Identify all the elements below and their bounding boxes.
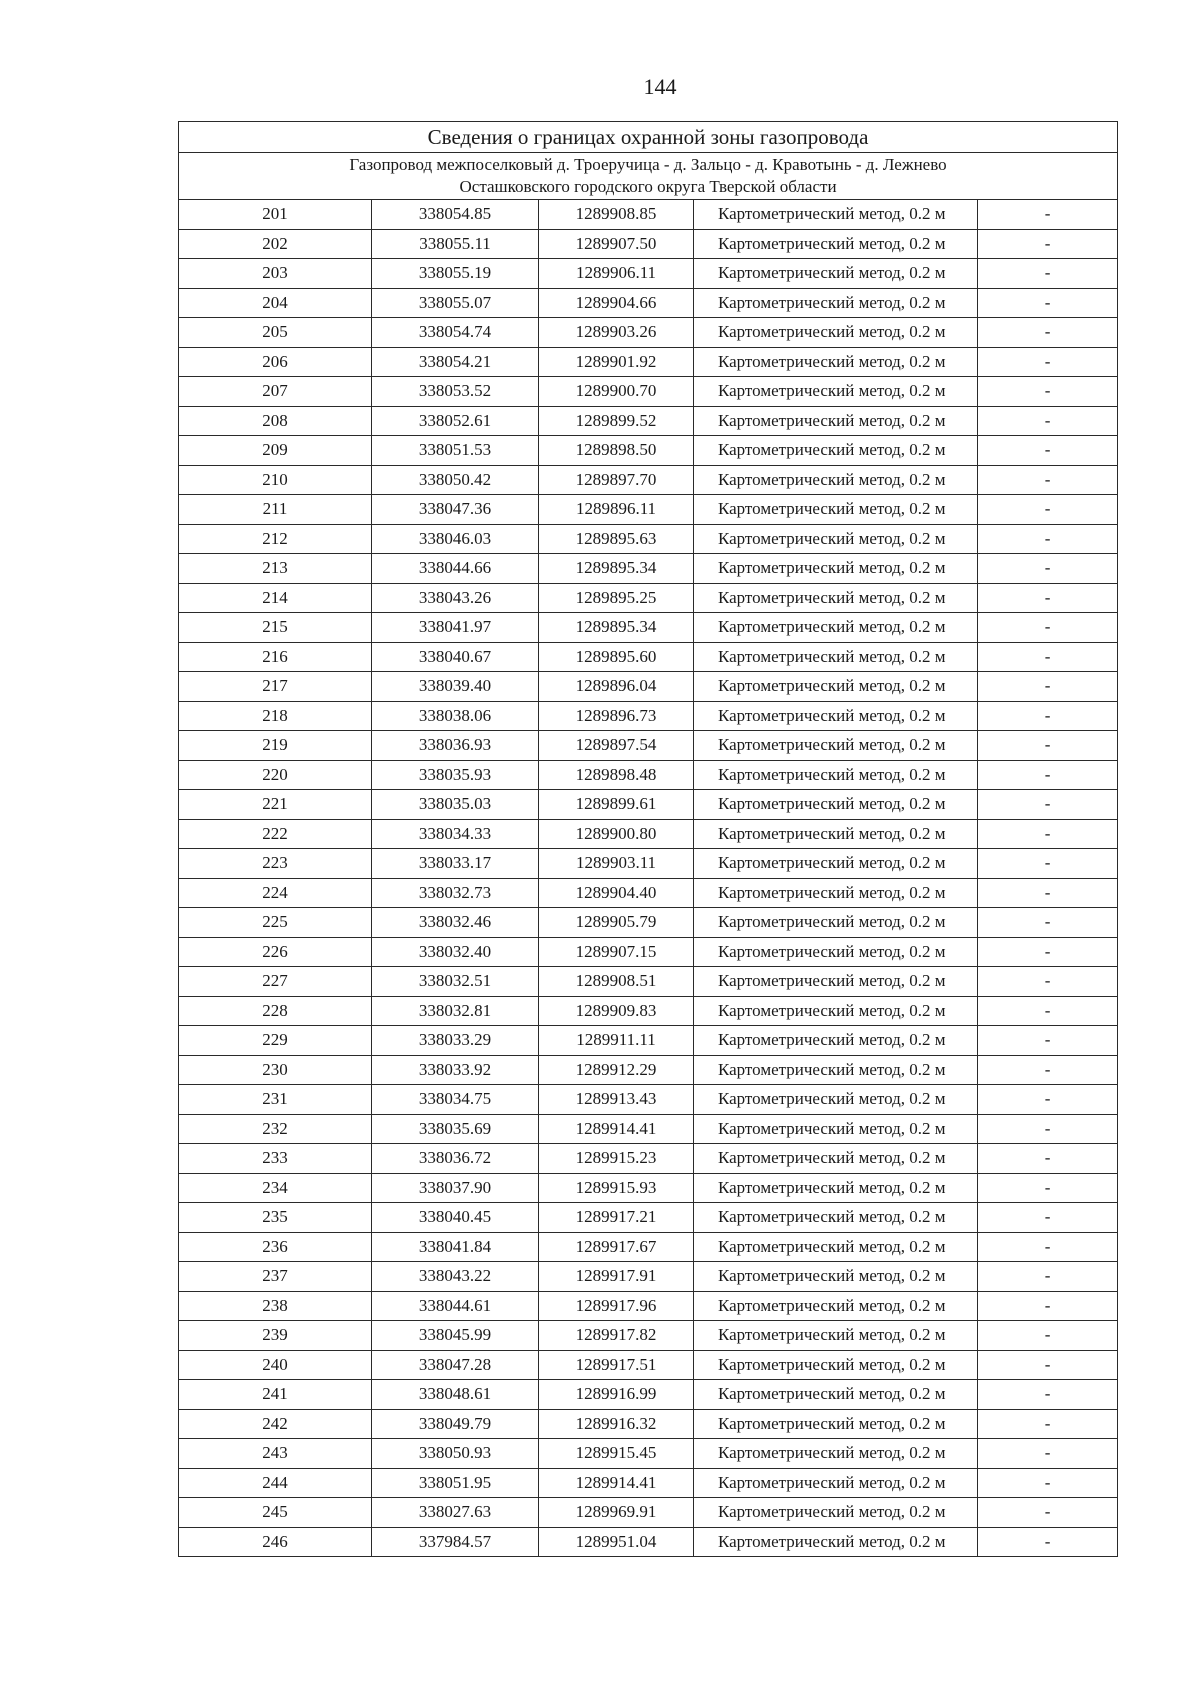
method-cell: Картометрический метод, 0.2 м [694,996,978,1026]
table-row [179,937,1118,967]
x-coordinate-cell: 338044.66 [372,554,539,584]
x-coordinate-cell: 338047.28 [372,1350,539,1380]
extra-cell: - [978,613,1118,643]
y-coordinate-cell: 1289895.34 [539,613,694,643]
extra-cell: - [978,849,1118,879]
extra-cell: - [978,790,1118,820]
method-cell: Картометрический метод, 0.2 м [694,1527,978,1557]
y-coordinate-cell: 1289916.99 [539,1380,694,1410]
table-row [179,583,1118,613]
table-row [179,347,1118,377]
y-coordinate-cell: 1289917.21 [539,1203,694,1233]
y-coordinate-cell: 1289897.54 [539,731,694,761]
y-coordinate-cell: 1289915.23 [539,1144,694,1174]
extra-cell: - [978,878,1118,908]
y-coordinate-cell: 1289917.82 [539,1321,694,1351]
x-coordinate-cell: 338027.63 [372,1498,539,1528]
y-coordinate-cell: 1289896.04 [539,672,694,702]
y-coordinate-cell: 1289951.04 [539,1527,694,1557]
extra-cell: - [978,819,1118,849]
table-row [179,701,1118,731]
table-row [179,495,1118,525]
x-coordinate-cell: 338047.36 [372,495,539,525]
point-number-cell: 234 [179,1173,372,1203]
extra-cell: - [978,1085,1118,1115]
y-coordinate-cell: 1289898.50 [539,436,694,466]
y-coordinate-cell: 1289969.91 [539,1498,694,1528]
y-coordinate-cell: 1289907.15 [539,937,694,967]
point-number-cell: 233 [179,1144,372,1174]
y-coordinate-cell: 1289915.93 [539,1173,694,1203]
point-number-cell: 201 [179,200,372,230]
method-cell: Картометрический метод, 0.2 м [694,200,978,230]
table-subtitle [179,153,1118,200]
extra-cell: - [978,465,1118,495]
y-coordinate-cell: 1289915.45 [539,1439,694,1469]
extra-cell: - [978,701,1118,731]
method-cell: Картометрический метод, 0.2 м [694,1173,978,1203]
y-coordinate-cell: 1289896.11 [539,495,694,525]
x-coordinate-cell: 338033.92 [372,1055,539,1085]
extra-cell: - [978,495,1118,525]
method-cell: Картометрический метод, 0.2 м [694,1114,978,1144]
method-cell: Картометрический метод, 0.2 м [694,1350,978,1380]
point-number-cell: 235 [179,1203,372,1233]
extra-cell: - [978,406,1118,436]
x-coordinate-cell: 338032.51 [372,967,539,997]
y-coordinate-cell: 1289903.11 [539,849,694,879]
extra-cell: - [978,1114,1118,1144]
point-number-cell: 231 [179,1085,372,1115]
table-row [179,259,1118,289]
x-coordinate-cell: 338036.72 [372,1144,539,1174]
table-row [179,967,1118,997]
table-row [179,1439,1118,1469]
x-coordinate-cell: 338055.19 [372,259,539,289]
method-cell: Картометрический метод, 0.2 м [694,259,978,289]
y-coordinate-cell: 1289917.96 [539,1291,694,1321]
table-row [179,996,1118,1026]
extra-cell: - [978,259,1118,289]
x-coordinate-cell: 338038.06 [372,701,539,731]
y-coordinate-cell: 1289899.61 [539,790,694,820]
extra-cell: - [978,436,1118,466]
table-row [179,1055,1118,1085]
point-number-cell: 210 [179,465,372,495]
point-number-cell: 242 [179,1409,372,1439]
table-row [179,613,1118,643]
table-row [179,1085,1118,1115]
method-cell: Картометрический метод, 0.2 м [694,878,978,908]
extra-cell: - [978,1439,1118,1469]
point-number-cell: 243 [179,1439,372,1469]
table-subtitle-line1: Газопровод межпоселковый д. Троеручица - д. Зальцо - д. Кравотынь - д. Лежнево [349,155,947,174]
y-coordinate-cell: 1289897.70 [539,465,694,495]
extra-cell: - [978,1468,1118,1498]
method-cell: Картометрический метод, 0.2 м [694,1232,978,1262]
point-number-cell: 216 [179,642,372,672]
y-coordinate-cell: 1289895.63 [539,524,694,554]
point-number-cell: 229 [179,1026,372,1056]
y-coordinate-cell: 1289895.34 [539,554,694,584]
point-number-cell: 224 [179,878,372,908]
y-coordinate-cell: 1289895.60 [539,642,694,672]
y-coordinate-cell: 1289904.40 [539,878,694,908]
method-cell: Картометрический метод, 0.2 м [694,1203,978,1233]
extra-cell: - [978,583,1118,613]
x-coordinate-cell: 338055.11 [372,229,539,259]
method-cell: Картометрический метод, 0.2 м [694,436,978,466]
point-number-cell: 230 [179,1055,372,1085]
x-coordinate-cell: 338037.90 [372,1173,539,1203]
extra-cell: - [978,672,1118,702]
table-row [179,1380,1118,1410]
method-cell: Картометрический метод, 0.2 м [694,1085,978,1115]
table-row [179,819,1118,849]
extra-cell: - [978,318,1118,348]
table-row [179,1026,1118,1056]
x-coordinate-cell: 338033.17 [372,849,539,879]
point-number-cell: 228 [179,996,372,1026]
method-cell: Картометрический метод, 0.2 м [694,465,978,495]
method-cell: Картометрический метод, 0.2 м [694,672,978,702]
x-coordinate-cell: 338052.61 [372,406,539,436]
x-coordinate-cell: 338040.67 [372,642,539,672]
x-coordinate-cell: 337984.57 [372,1527,539,1557]
method-cell: Картометрический метод, 0.2 м [694,790,978,820]
method-cell: Картометрический метод, 0.2 м [694,760,978,790]
table-row [179,908,1118,938]
x-coordinate-cell: 338054.74 [372,318,539,348]
table-row [179,1291,1118,1321]
table-row [179,377,1118,407]
boundary-coordinates-table [178,121,1118,1557]
method-cell: Картометрический метод, 0.2 м [694,1291,978,1321]
page-number: 144 [643,74,677,99]
extra-cell: - [978,1380,1118,1410]
point-number-cell: 244 [179,1468,372,1498]
table-row [179,436,1118,466]
point-number-cell: 227 [179,967,372,997]
point-number-cell: 237 [179,1262,372,1292]
extra-cell: - [978,377,1118,407]
extra-cell: - [978,200,1118,230]
point-number-cell: 222 [179,819,372,849]
extra-cell: - [978,967,1118,997]
method-cell: Картометрический метод, 0.2 м [694,1144,978,1174]
extra-cell: - [978,1350,1118,1380]
y-coordinate-cell: 1289914.41 [539,1468,694,1498]
extra-cell: - [978,937,1118,967]
point-number-cell: 239 [179,1321,372,1351]
method-cell: Картометрический метод, 0.2 м [694,849,978,879]
table-row [179,288,1118,318]
x-coordinate-cell: 338051.53 [372,436,539,466]
method-cell: Картометрический метод, 0.2 м [694,1409,978,1439]
point-number-cell: 212 [179,524,372,554]
extra-cell: - [978,1321,1118,1351]
table-row [179,1498,1118,1528]
method-cell: Картометрический метод, 0.2 м [694,1262,978,1292]
extra-cell: - [978,1409,1118,1439]
extra-cell: - [978,1262,1118,1292]
table-subtitle-line2: Осташковского городского округа Тверской области [459,177,837,196]
extra-cell: - [978,524,1118,554]
point-number-cell: 215 [179,613,372,643]
extra-cell: - [978,1232,1118,1262]
extra-cell: - [978,642,1118,672]
point-number-cell: 246 [179,1527,372,1557]
table-row [179,406,1118,436]
point-number-cell: 245 [179,1498,372,1528]
y-coordinate-cell: 1289909.83 [539,996,694,1026]
method-cell: Картометрический метод, 0.2 м [694,524,978,554]
table-row [179,1262,1118,1292]
x-coordinate-cell: 338032.81 [372,996,539,1026]
table-row [179,849,1118,879]
x-coordinate-cell: 338051.95 [372,1468,539,1498]
point-number-cell: 211 [179,495,372,525]
point-number-cell: 238 [179,1291,372,1321]
x-coordinate-cell: 338041.97 [372,613,539,643]
point-number-cell: 208 [179,406,372,436]
table-row [179,1114,1118,1144]
table-row [179,1468,1118,1498]
y-coordinate-cell: 1289917.51 [539,1350,694,1380]
method-cell: Картометрический метод, 0.2 м [694,1321,978,1351]
x-coordinate-cell: 338034.33 [372,819,539,849]
table-row [179,1527,1118,1557]
x-coordinate-cell: 338048.61 [372,1380,539,1410]
x-coordinate-cell: 338035.93 [372,760,539,790]
method-cell: Картометрический метод, 0.2 м [694,583,978,613]
x-coordinate-cell: 338040.45 [372,1203,539,1233]
method-cell: Картометрический метод, 0.2 м [694,1026,978,1056]
x-coordinate-cell: 338035.03 [372,790,539,820]
method-cell: Картометрический метод, 0.2 м [694,288,978,318]
point-number-cell: 221 [179,790,372,820]
point-number-cell: 214 [179,583,372,613]
y-coordinate-cell: 1289900.70 [539,377,694,407]
method-cell: Картометрический метод, 0.2 м [694,613,978,643]
method-cell: Картометрический метод, 0.2 м [694,377,978,407]
extra-cell: - [978,1144,1118,1174]
table-body [179,200,1118,1557]
extra-cell: - [978,1203,1118,1233]
point-number-cell: 209 [179,436,372,466]
y-coordinate-cell: 1289917.67 [539,1232,694,1262]
table-row [179,229,1118,259]
point-number-cell: 204 [179,288,372,318]
method-cell: Картометрический метод, 0.2 м [694,318,978,348]
point-number-cell: 225 [179,908,372,938]
y-coordinate-cell: 1289912.29 [539,1055,694,1085]
method-cell: Картометрический метод, 0.2 м [694,1439,978,1469]
y-coordinate-cell: 1289905.79 [539,908,694,938]
y-coordinate-cell: 1289903.26 [539,318,694,348]
x-coordinate-cell: 338054.85 [372,200,539,230]
method-cell: Картометрический метод, 0.2 м [694,937,978,967]
extra-cell: - [978,1055,1118,1085]
point-number-cell: 232 [179,1114,372,1144]
x-coordinate-cell: 338032.40 [372,937,539,967]
method-cell: Картометрический метод, 0.2 м [694,1380,978,1410]
y-coordinate-cell: 1289916.32 [539,1409,694,1439]
method-cell: Картометрический метод, 0.2 м [694,642,978,672]
table-row [179,1173,1118,1203]
method-cell: Картометрический метод, 0.2 м [694,554,978,584]
table-row [179,790,1118,820]
x-coordinate-cell: 338041.84 [372,1232,539,1262]
x-coordinate-cell: 338043.22 [372,1262,539,1292]
table-row [179,200,1118,230]
table-row [179,1203,1118,1233]
point-number-cell: 226 [179,937,372,967]
y-coordinate-cell: 1289914.41 [539,1114,694,1144]
extra-cell: - [978,1026,1118,1056]
point-number-cell: 207 [179,377,372,407]
method-cell: Картометрический метод, 0.2 м [694,731,978,761]
method-cell: Картометрический метод, 0.2 м [694,701,978,731]
point-number-cell: 241 [179,1380,372,1410]
y-coordinate-cell: 1289906.11 [539,259,694,289]
y-coordinate-cell: 1289900.80 [539,819,694,849]
x-coordinate-cell: 338046.03 [372,524,539,554]
method-cell: Картометрический метод, 0.2 м [694,1468,978,1498]
method-cell: Картометрический метод, 0.2 м [694,908,978,938]
extra-cell: - [978,1173,1118,1203]
point-number-cell: 219 [179,731,372,761]
method-cell: Картометрический метод, 0.2 м [694,1498,978,1528]
point-number-cell: 218 [179,701,372,731]
y-coordinate-cell: 1289917.91 [539,1262,694,1292]
x-coordinate-cell: 338032.46 [372,908,539,938]
method-cell: Картометрический метод, 0.2 м [694,406,978,436]
table-row [179,878,1118,908]
extra-cell: - [978,996,1118,1026]
point-number-cell: 203 [179,259,372,289]
table-row [179,524,1118,554]
x-coordinate-cell: 338039.40 [372,672,539,702]
point-number-cell: 240 [179,1350,372,1380]
x-coordinate-cell: 338054.21 [372,347,539,377]
table-row [179,1409,1118,1439]
y-coordinate-cell: 1289911.11 [539,1026,694,1056]
y-coordinate-cell: 1289896.73 [539,701,694,731]
table-row [179,760,1118,790]
x-coordinate-cell: 338036.93 [372,731,539,761]
x-coordinate-cell: 338050.93 [372,1439,539,1469]
x-coordinate-cell: 338032.73 [372,878,539,908]
y-coordinate-cell: 1289895.25 [539,583,694,613]
x-coordinate-cell: 338050.42 [372,465,539,495]
extra-cell: - [978,908,1118,938]
point-number-cell: 213 [179,554,372,584]
point-number-cell: 206 [179,347,372,377]
extra-cell: - [978,347,1118,377]
y-coordinate-cell: 1289901.92 [539,347,694,377]
x-coordinate-cell: 338033.29 [372,1026,539,1056]
table-row [179,1232,1118,1262]
table-row [179,1321,1118,1351]
method-cell: Картометрический метод, 0.2 м [694,1055,978,1085]
y-coordinate-cell: 1289908.51 [539,967,694,997]
extra-cell: - [978,1498,1118,1528]
extra-cell: - [978,1527,1118,1557]
x-coordinate-cell: 338053.52 [372,377,539,407]
table-row [179,465,1118,495]
table-title: Сведения о границах охранной зоны газопровода [179,122,1118,153]
x-coordinate-cell: 338043.26 [372,583,539,613]
extra-cell: - [978,554,1118,584]
point-number-cell: 236 [179,1232,372,1262]
table-row [179,672,1118,702]
x-coordinate-cell: 338049.79 [372,1409,539,1439]
point-number-cell: 202 [179,229,372,259]
table-row [179,318,1118,348]
method-cell: Картометрический метод, 0.2 м [694,967,978,997]
x-coordinate-cell: 338055.07 [372,288,539,318]
y-coordinate-cell: 1289904.66 [539,288,694,318]
table-row [179,1350,1118,1380]
y-coordinate-cell: 1289913.43 [539,1085,694,1115]
extra-cell: - [978,1291,1118,1321]
extra-cell: - [978,731,1118,761]
table-row [179,554,1118,584]
x-coordinate-cell: 338034.75 [372,1085,539,1115]
y-coordinate-cell: 1289907.50 [539,229,694,259]
point-number-cell: 205 [179,318,372,348]
table-row [179,731,1118,761]
point-number-cell: 223 [179,849,372,879]
y-coordinate-cell: 1289908.85 [539,200,694,230]
extra-cell: - [978,229,1118,259]
x-coordinate-cell: 338044.61 [372,1291,539,1321]
method-cell: Картометрический метод, 0.2 м [694,229,978,259]
y-coordinate-cell: 1289898.48 [539,760,694,790]
x-coordinate-cell: 338035.69 [372,1114,539,1144]
method-cell: Картометрический метод, 0.2 м [694,495,978,525]
method-cell: Картометрический метод, 0.2 м [694,347,978,377]
y-coordinate-cell: 1289899.52 [539,406,694,436]
extra-cell: - [978,760,1118,790]
x-coordinate-cell: 338045.99 [372,1321,539,1351]
method-cell: Картометрический метод, 0.2 м [694,819,978,849]
point-number-cell: 220 [179,760,372,790]
point-number-cell: 217 [179,672,372,702]
table-row [179,1144,1118,1174]
table-row [179,642,1118,672]
extra-cell: - [978,288,1118,318]
